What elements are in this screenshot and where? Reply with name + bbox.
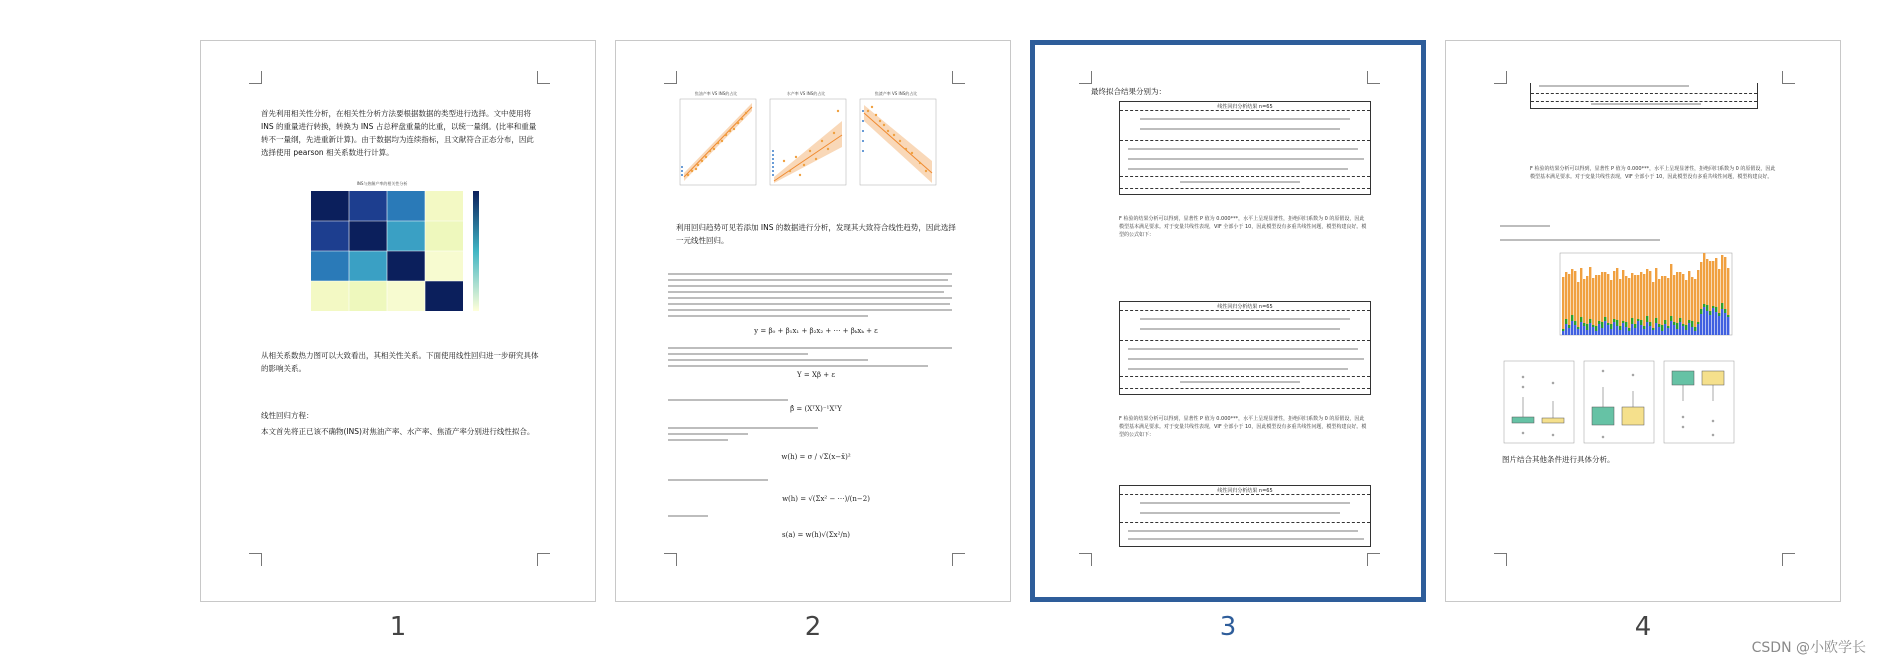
stacked-bar-segment <box>1610 329 1612 335</box>
boxplot-3 <box>1662 357 1736 447</box>
stacked-bar-segment <box>1691 327 1693 335</box>
margin-mark <box>537 553 550 566</box>
stacked-bar-segment <box>1694 327 1696 331</box>
margin-mark <box>1494 71 1507 84</box>
page-number-1: 1 <box>389 612 407 642</box>
stacked-bar-segment <box>1586 330 1588 335</box>
stacked-bar-segment <box>1679 322 1681 335</box>
stacked-bar-segment <box>1712 306 1714 308</box>
stacked-bar-segment <box>1649 322 1651 326</box>
stacked-bar-segment <box>1715 312 1717 335</box>
margin-mark <box>664 71 677 84</box>
stacked-bar-segment <box>1616 320 1618 326</box>
page-number-4: 4 <box>1634 612 1652 642</box>
stacked-bar-segment <box>1697 270 1699 322</box>
stacked-bar-segment <box>1667 326 1669 328</box>
stacked-bar-segment <box>1712 308 1714 335</box>
paragraph-analysis-3: F 检验的结果分析可以得到，显著性 P 值为 0.000***，水平上呈现显著性，拒绝回归系数为 0 的原假设，因此模型基本满足要求。对于变量共线性表现，VIF 全部小于 10，因此模型没有多重共线性问题，模型构建良好。 <box>1530 166 1776 180</box>
paragraph-correlation-intro: 首先利用相关性分析，在相关性分析方法要根据数据的类型进行选择。文中使用将 INS 的重量进行转换，转换为 INS 占总秤盘重量的比重，以统一量纲。(比率和重量转不一量纲，先进重新计算)。由于数据均为连续指标，且文献符合正态分布，因此选择使用 pearson 相关系数进行计算。 <box>261 109 537 157</box>
stacked-bar-segment <box>1664 320 1666 324</box>
stacked-bar-segment <box>1598 275 1600 321</box>
stacked-bar-segment <box>1604 317 1606 321</box>
chart-title: 焦渣产率 VS INS的占比 <box>874 91 918 96</box>
stacked-bar-segment <box>1667 278 1669 326</box>
stacked-bar-segment <box>1574 325 1576 335</box>
stacked-bar-segment <box>1718 313 1720 316</box>
stacked-bar-segment <box>1619 279 1621 326</box>
stacked-bar-segment <box>1592 278 1594 325</box>
stacked-bar-segment <box>1574 321 1576 325</box>
stacked-bar-segment <box>1682 324 1684 326</box>
stacked-bar-segment <box>1562 329 1564 331</box>
paragraph-heatmap-summary: 从相关系数热力图可以大致看出，其相关性关系。下面使用线性回归进一步研究具体的影响关系。 <box>261 351 539 373</box>
page-thumbnail-4[interactable] <box>1445 40 1841 602</box>
text-line <box>668 399 788 401</box>
stacked-bar-segment <box>1652 282 1654 328</box>
stacked-bar-segment <box>1697 324 1699 335</box>
stacked-bar-segment <box>1655 268 1657 318</box>
stacked-bar-segment <box>1670 316 1672 321</box>
stacked-bar-segment <box>1646 316 1648 322</box>
stacked-bar-segment <box>1724 309 1726 313</box>
stacked-bar-segment <box>1631 318 1633 324</box>
paragraph-linear-fit: 本文首先将正已该不确物(INS)对焦油产率、水产率、焦渣产率分别进行线性拟合。 <box>261 427 535 436</box>
stacked-bar-segment <box>1631 324 1633 335</box>
stacked-bar-segment <box>1607 323 1609 325</box>
stacked-bar-segment <box>1709 261 1711 311</box>
stacked-bar-segment <box>1589 323 1591 335</box>
stacked-bar-segment <box>1601 322 1603 328</box>
stacked-bar-segment <box>1700 309 1702 314</box>
stacked-bar-segment <box>1631 273 1633 318</box>
heading-linear-regression: 线性回归方程： <box>261 411 314 420</box>
regression-table-3 <box>1119 485 1371 547</box>
heatmap-title: INS与热解产率的相关性分析 <box>356 181 408 186</box>
page-thumbnail-3[interactable] <box>1030 40 1426 602</box>
stacked-bar-segment <box>1607 325 1609 335</box>
formula-variance: w(h) = √(Σx² − ⋯)/(n−2) <box>782 495 870 503</box>
stacked-bar-segment <box>1652 328 1654 330</box>
stacked-bar-segment <box>1664 276 1666 320</box>
stacked-bar-segment <box>1568 325 1570 328</box>
stacked-bar-segment <box>1577 282 1579 327</box>
correlation-heatmap <box>297 181 497 331</box>
stacked-bar-segment <box>1700 262 1702 309</box>
stacked-bar-segment <box>1622 321 1624 323</box>
stacked-bar-segment <box>1592 327 1594 335</box>
stacked-bar-segment <box>1691 277 1693 321</box>
stacked-bar-segment <box>1616 326 1618 335</box>
stacked-bar-segment <box>1649 326 1651 335</box>
stacked-bar-segment <box>1700 314 1702 335</box>
stacked-bar-segment <box>1598 321 1600 324</box>
stacked-bar-segment <box>1709 311 1711 315</box>
page-number-2: 2 <box>804 612 822 642</box>
stacked-bar-segment <box>1703 304 1705 307</box>
margin-mark <box>1782 71 1795 84</box>
stacked-bar-segment <box>1727 317 1729 335</box>
formula-matrix: Y = Xβ + ε <box>797 371 835 379</box>
stacked-bar-segment <box>1688 320 1690 323</box>
table-title: 线性回归分析结果 n=65 <box>1217 104 1273 110</box>
stacked-bar-segment <box>1661 325 1663 331</box>
stacked-bar-segment <box>1676 323 1678 329</box>
stacked-bar-segment <box>1658 324 1660 327</box>
stacked-bar-segment <box>1586 276 1588 324</box>
stacked-bar-segment <box>1637 321 1639 335</box>
stacked-bar-segment <box>1616 268 1618 320</box>
margin-mark <box>537 71 550 84</box>
stacked-bar-segment <box>1583 326 1585 335</box>
stacked-bar-segment <box>1718 316 1720 335</box>
stacked-bar-segment <box>1718 269 1720 313</box>
stacked-bar-segment <box>1694 279 1696 327</box>
stacked-bar-segment <box>1598 324 1600 335</box>
stacked-bar-segment <box>1595 331 1597 335</box>
stacked-bar-segment <box>1694 331 1696 335</box>
paragraph-analysis-1: F 检验的结果分析可以得到，显著性 P 值为 0.000***，水平上呈现显著性，拒绝回归系数为 0 的原假设，因此模型基本满足要求。对于变量共线性表现，VIF 全部小于 10，因此模型没有多重共线性问题，模型构建良好。模型的公式如下： <box>1119 216 1367 238</box>
text-line <box>668 427 818 429</box>
stacked-bar-segment <box>1613 319 1615 322</box>
stacked-bar-segment <box>1592 325 1594 327</box>
stacked-bar-segment <box>1643 274 1645 326</box>
margin-mark <box>1367 71 1380 84</box>
stacked-bar-segment <box>1685 330 1687 335</box>
scatter-chart-char <box>854 91 938 191</box>
stacked-bar-segment <box>1664 324 1666 335</box>
stacked-bar-segment <box>1580 322 1582 335</box>
stacked-bar-segment <box>1634 275 1636 324</box>
stacked-bar-segment <box>1607 274 1609 323</box>
stacked-bar-segment <box>1670 321 1672 335</box>
stacked-bar-segment <box>1625 327 1627 335</box>
stacked-bar-segment <box>1601 272 1603 322</box>
stacked-bar-segment <box>1622 270 1624 321</box>
stacked-bar-segment <box>1589 267 1591 319</box>
stacked-bar-segment <box>1682 274 1684 324</box>
stacked-bar-segment <box>1661 276 1663 325</box>
regression-table-continued <box>1530 83 1758 109</box>
margin-mark <box>1079 71 1092 84</box>
stacked-bar-segment <box>1601 328 1603 335</box>
boxplot-1 <box>1502 357 1576 447</box>
stacked-bar-segment <box>1721 303 1723 309</box>
stacked-bar-segment <box>1685 280 1687 325</box>
stacked-bar-segment <box>1580 317 1582 322</box>
margin-mark <box>1782 553 1795 566</box>
stacked-bar-segment <box>1580 268 1582 317</box>
table-title: 线性回归分析结果 n=65 <box>1217 304 1273 310</box>
stacked-bar-segment <box>1691 321 1693 327</box>
margin-mark <box>249 71 262 84</box>
stacked-bar-segment <box>1709 315 1711 335</box>
stacked-bar-segment <box>1727 268 1729 315</box>
stacked-bar-segment <box>1724 313 1726 335</box>
stacked-bar-segment <box>1697 322 1699 324</box>
stacked-bar-segment <box>1640 272 1642 320</box>
stacked-bar-segment <box>1724 257 1726 309</box>
text-line <box>1500 239 1660 241</box>
stacked-bar-segment <box>1571 269 1573 315</box>
stacked-bar-chart <box>1554 249 1736 345</box>
page-number-3: 3 <box>1219 612 1237 642</box>
stacked-bar-segment <box>1613 271 1615 319</box>
stacked-bar-segment <box>1682 326 1684 335</box>
stacked-bar-segment <box>1688 271 1690 320</box>
stacked-bar-segment <box>1625 322 1627 327</box>
stacked-bar-segment <box>1655 323 1657 335</box>
stacked-bar-segment <box>1568 274 1570 325</box>
margin-mark <box>952 553 965 566</box>
stacked-bar-segment <box>1688 323 1690 335</box>
text-line <box>1500 225 1550 227</box>
stacked-bar-segment <box>1649 271 1651 322</box>
stacked-bar-segment <box>1583 323 1585 326</box>
stacked-bar-segment <box>1652 330 1654 335</box>
stacked-bar-segment <box>1562 331 1564 335</box>
stacked-bar-segment <box>1589 319 1591 323</box>
stacked-bar-segment <box>1676 272 1678 323</box>
scatter-chart-tar <box>674 91 758 191</box>
figure-caption: 图片结合其他条件进行具体分析。 <box>1502 455 1615 464</box>
page-thumbnail-2[interactable] <box>615 40 1011 602</box>
text-line <box>668 479 768 481</box>
stacked-bar-segment <box>1583 279 1585 323</box>
heading-final-results: 最终拟合结果分别为： <box>1091 87 1166 96</box>
margin-mark <box>664 553 677 566</box>
formula-weight: w(h) = σ / √Σ(x−x̄)² <box>781 453 851 461</box>
stacked-bar-segment <box>1721 309 1723 335</box>
stacked-bar-segment <box>1703 307 1705 335</box>
stacked-bar-segment <box>1679 318 1681 322</box>
stacked-bar-segment <box>1622 323 1624 335</box>
stacked-bar-segment <box>1562 277 1564 329</box>
table-title: 线性回归分析结果 n=65 <box>1217 488 1273 494</box>
stacked-bar-segment <box>1619 330 1621 335</box>
stacked-bar-segment <box>1640 320 1642 325</box>
formula-se: s(a) = w(h)√(Σx²/n) <box>782 531 850 539</box>
stacked-bar-segment <box>1643 329 1645 335</box>
margin-mark <box>1494 553 1507 566</box>
stacked-bar-segment <box>1571 315 1573 321</box>
text-line <box>668 433 748 435</box>
stacked-bar-segment <box>1634 324 1636 328</box>
stacked-bar-segment <box>1712 261 1714 306</box>
stacked-bar-segment <box>1676 329 1678 335</box>
stacked-bar-segment <box>1577 329 1579 335</box>
stacked-bar-segment <box>1646 322 1648 335</box>
formula-regression: y = β₀ + β₁x₁ + β₂x₂ + ⋯ + βₖxₖ + ε <box>754 327 878 335</box>
stacked-bar-segment <box>1586 324 1588 330</box>
stacked-bar-segment <box>1637 319 1639 321</box>
stacked-bar-segment <box>1673 275 1675 322</box>
stacked-bar-segment <box>1658 327 1660 335</box>
stacked-bar-segment <box>1619 326 1621 330</box>
regression-table-1 <box>1119 101 1371 195</box>
stacked-bar-segment <box>1610 324 1612 329</box>
stacked-bar-segment <box>1703 253 1705 304</box>
stacked-bar-segment <box>1628 278 1630 328</box>
stacked-bar-segment <box>1613 322 1615 335</box>
stacked-bar-segment <box>1595 275 1597 326</box>
page-thumbnail-1[interactable] <box>200 40 596 602</box>
margin-mark <box>1079 553 1092 566</box>
stacked-bar-segment <box>1655 318 1657 323</box>
stacked-bar-segment <box>1706 259 1708 305</box>
chart-title: 水产率 VS INS的占比 <box>786 91 826 96</box>
stacked-bar-segment <box>1646 269 1648 316</box>
stacked-bar-segment <box>1577 327 1579 329</box>
text-line <box>668 439 728 441</box>
stacked-bar-segment <box>1715 307 1717 312</box>
chart-title: 焦油产率 VS INS的占比 <box>694 91 738 96</box>
stacked-bar-segment <box>1685 325 1687 330</box>
stacked-bar-segment <box>1595 326 1597 331</box>
stacked-bar-segment <box>1571 321 1573 335</box>
stacked-bar-segment <box>1706 311 1708 335</box>
paragraph-analysis-2: F 检验的结果分析可以得到，显著性 P 值为 0.000***，水平上呈现显著性，拒绝回归系数为 0 的原假设，因此模型基本满足要求。对于变量共线性表现，VIF 全部小于 10，因此模型没有多重共线性问题，模型构建良好。模型的公式如下： <box>1119 416 1367 438</box>
text-line <box>668 515 708 517</box>
stacked-bar-segment <box>1670 264 1672 316</box>
stacked-bar-segment <box>1565 324 1567 335</box>
stacked-bar-segment <box>1565 272 1567 319</box>
stacked-bar-segment <box>1610 280 1612 324</box>
boxplot-2 <box>1582 357 1656 447</box>
margin-mark <box>952 71 965 84</box>
stacked-bar-segment <box>1604 272 1606 317</box>
stacked-bar-segment <box>1643 326 1645 329</box>
stacked-bar-segment <box>1679 272 1681 318</box>
stacked-bar-segment <box>1673 325 1675 335</box>
stacked-bar-segment <box>1565 319 1567 324</box>
stacked-bar-segment <box>1628 328 1630 331</box>
stacked-bar-segment <box>1715 258 1717 307</box>
stacked-bar-segment <box>1706 305 1708 311</box>
margin-mark <box>249 553 262 566</box>
stacked-bar-segment <box>1658 279 1660 324</box>
stacked-bar-segment <box>1634 328 1636 335</box>
stacked-bar-segment <box>1667 328 1669 335</box>
stacked-bar-segment <box>1625 276 1627 322</box>
stacked-bar-segment <box>1661 331 1663 335</box>
stacked-bar-segment <box>1640 325 1642 335</box>
stacked-bar-segment <box>1568 328 1570 335</box>
stacked-bar-segment <box>1721 255 1723 303</box>
scatter-chart-water <box>764 91 848 191</box>
regression-table-2 <box>1119 301 1371 395</box>
paragraph-trend: 利用回归趋势可见若添加 INS 的数据进行分析，发现其大致符合线性趋势，因此选择一元线性回归。 <box>676 223 956 245</box>
formula-ols: β̂ = (XᵀX)⁻¹XᵀY <box>790 405 842 413</box>
stacked-bar-segment <box>1673 322 1675 325</box>
stacked-bar-segment <box>1604 321 1606 335</box>
watermark: CSDN @小欧学长 <box>1751 640 1866 656</box>
stacked-bar-segment <box>1637 275 1639 319</box>
stacked-bar-segment <box>1574 271 1576 321</box>
stacked-bar-segment <box>1628 331 1630 335</box>
margin-mark <box>1367 553 1380 566</box>
stacked-bar-segment <box>1727 315 1729 317</box>
